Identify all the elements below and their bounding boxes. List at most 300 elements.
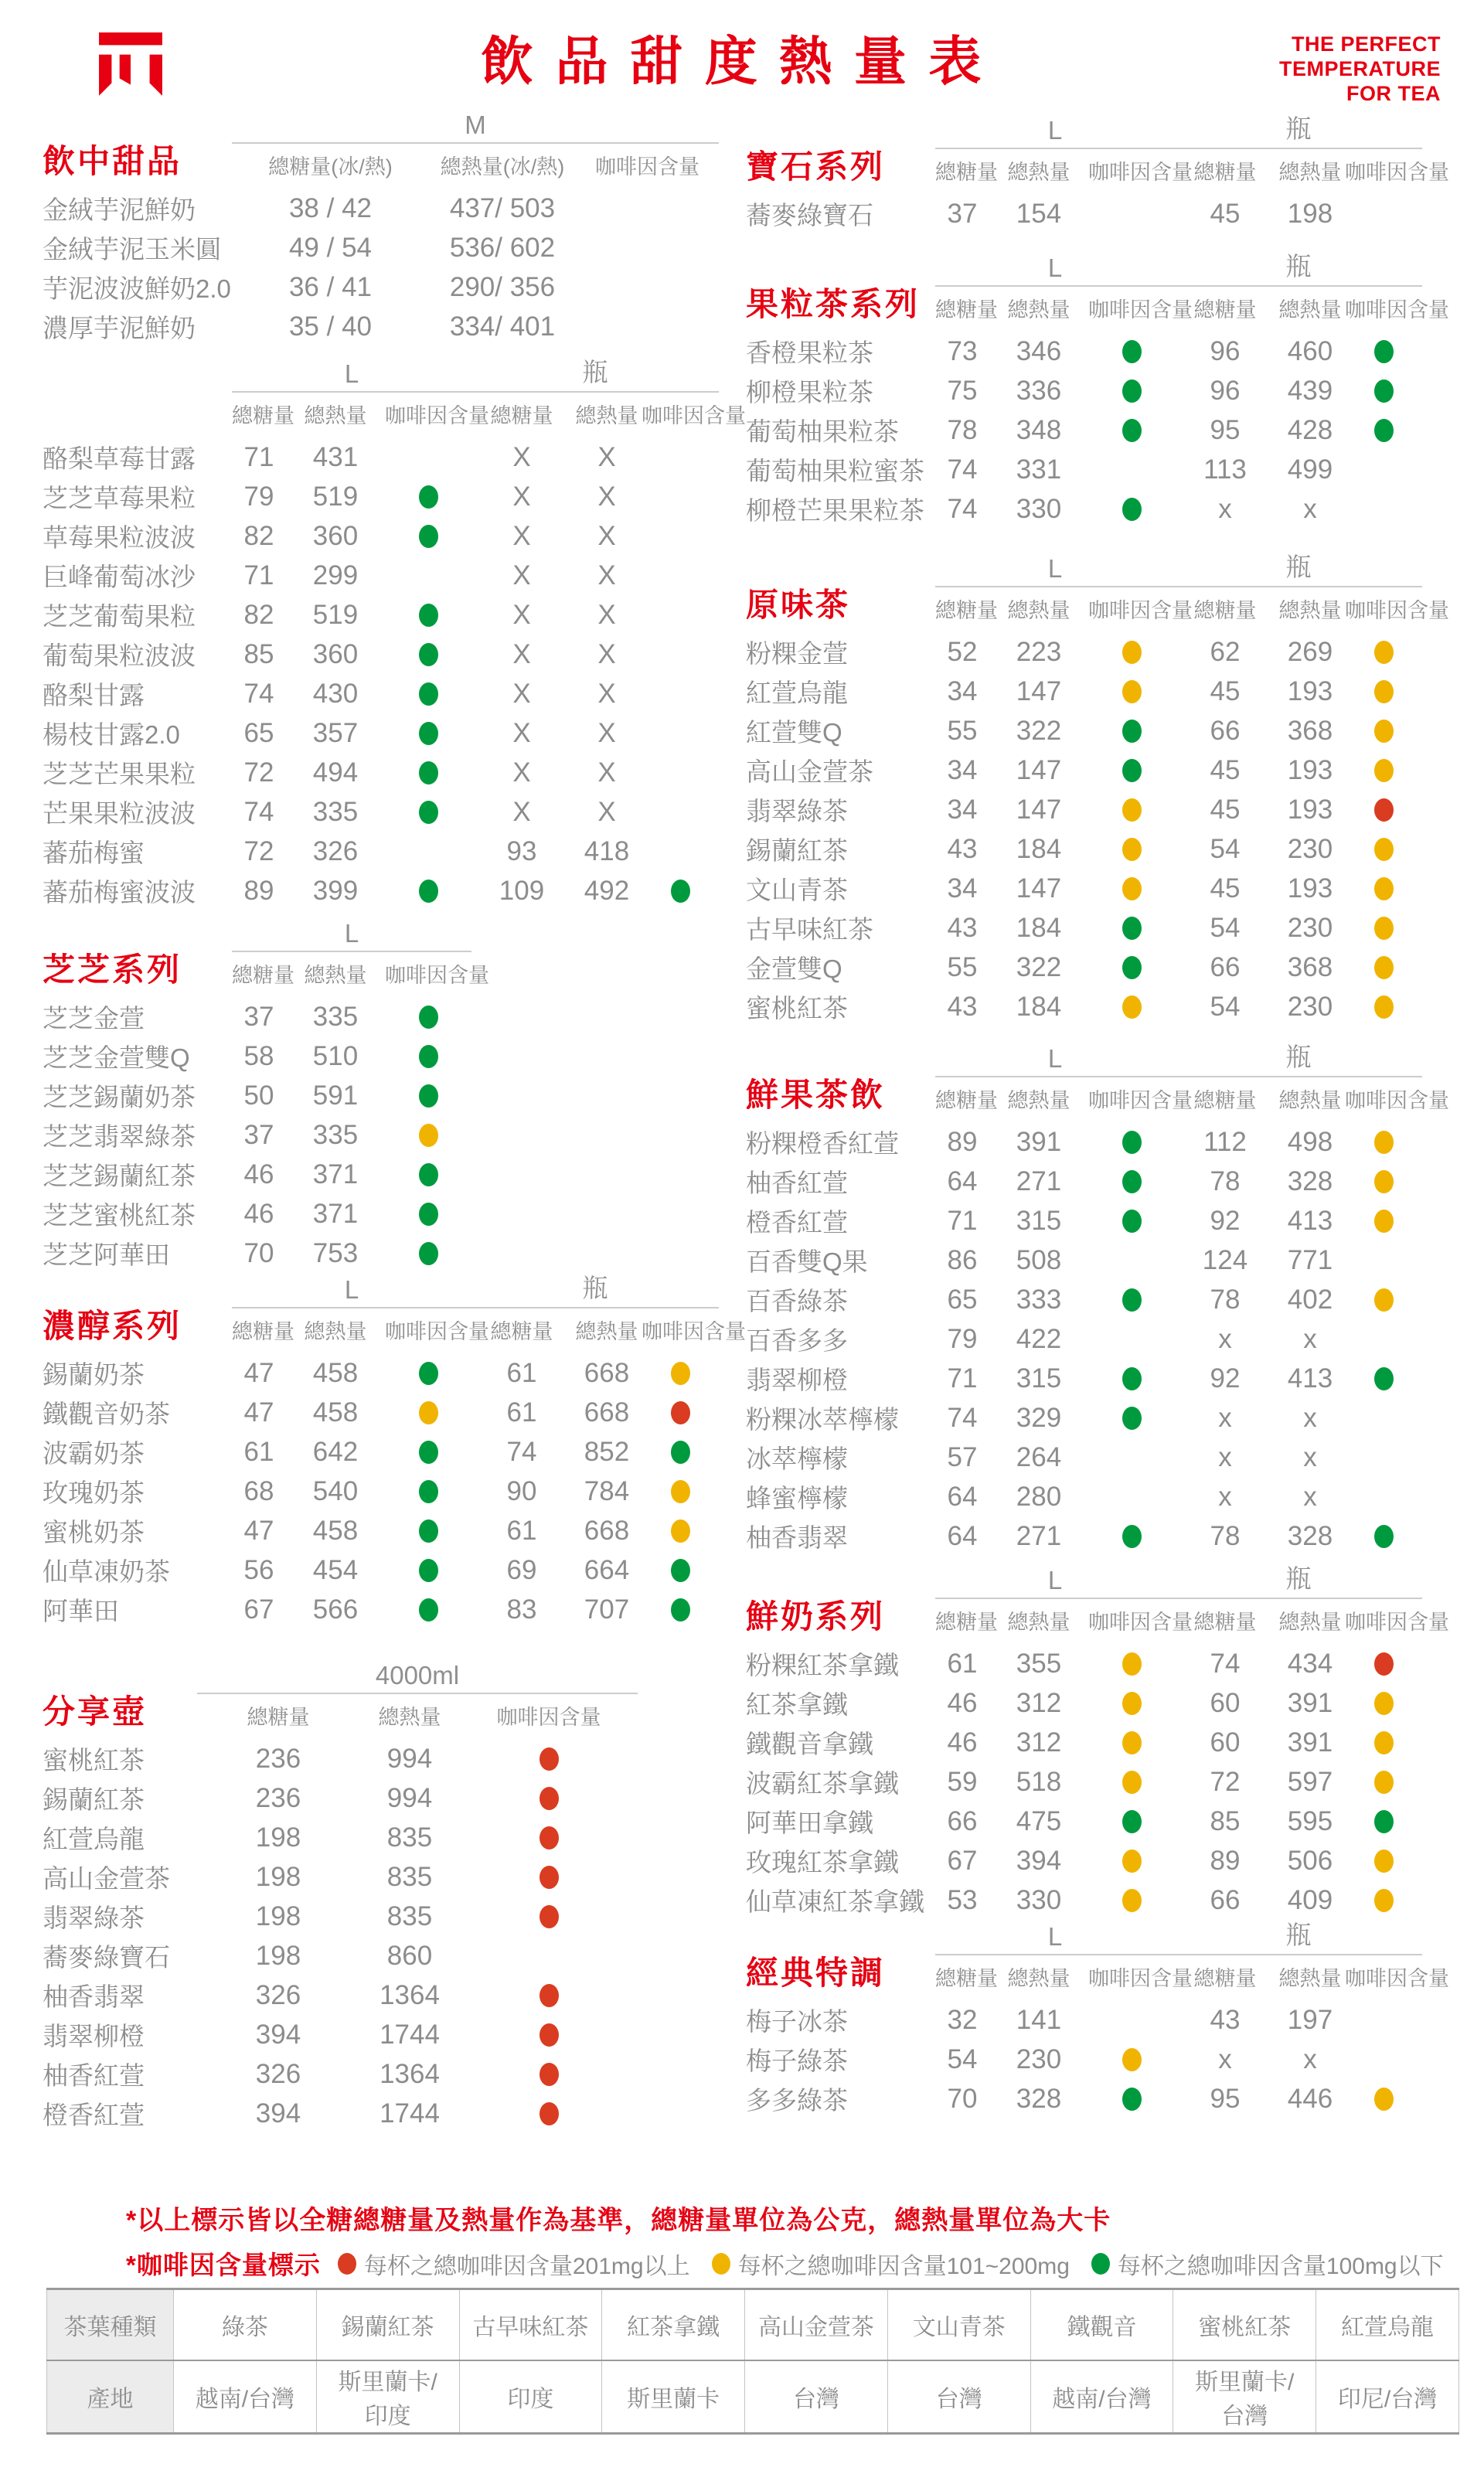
sugar-value: 61 xyxy=(243,1436,274,1467)
calories-value: 280 xyxy=(1016,1481,1062,1512)
caffeine-indicator-cell xyxy=(1088,877,1175,900)
caffeine-indicator-cell xyxy=(1345,1210,1422,1233)
caffeine-dot-green xyxy=(1374,340,1394,363)
caffeine-indicator-cell xyxy=(385,682,471,706)
drink-name: 鐵觀音拿鐵 xyxy=(746,1730,873,1758)
left-column xyxy=(43,108,746,2133)
drink-name: 芝芝翡翠綠茶 xyxy=(43,1122,196,1151)
bottle-sugar-value: x xyxy=(1218,1441,1232,1472)
section-header-gem-series xyxy=(746,114,1449,189)
caffeine-dot-yellow xyxy=(1374,2088,1394,2111)
section-title: 經典特調 xyxy=(746,1956,886,1992)
caffeine-dot-green xyxy=(1122,917,1142,940)
caffeine-indicator-cell xyxy=(1088,1731,1175,1754)
caffeine-dot-yellow xyxy=(1374,1889,1394,1912)
drink-row xyxy=(43,1897,730,1936)
caffeine-indicator-cell xyxy=(1345,2088,1422,2111)
section-title: 分享壺 xyxy=(43,1695,148,1730)
drink-row xyxy=(746,750,1441,790)
caffeine-indicator-cell xyxy=(1088,956,1175,979)
brand-tagline xyxy=(1279,32,1441,107)
section-title: 果粒茶系列 xyxy=(746,288,921,323)
column-label: 總熱量 xyxy=(1007,1967,1070,1990)
sugar-value: 64 xyxy=(947,1166,978,1196)
calories-value: 230 xyxy=(1016,2044,1062,2074)
drink-name: 蜜桃奶茶 xyxy=(43,1518,145,1547)
bottle-calories-value: 193 xyxy=(1287,873,1333,904)
caffeine-dot-yellow xyxy=(1122,641,1142,664)
sugar-value: 85 xyxy=(243,638,274,669)
calories-value: 346 xyxy=(1016,335,1062,366)
drink-name: 芝芝金萱雙Q xyxy=(43,1043,190,1072)
section-rows xyxy=(43,189,730,346)
column-label: 總熱量 xyxy=(1278,599,1342,622)
bottle-calories-value: 664 xyxy=(584,1554,630,1585)
section-title: 鮮果茶飲 xyxy=(746,1078,886,1114)
caffeine-indicator-cell xyxy=(385,1203,471,1226)
drink-row xyxy=(43,477,730,516)
caffeine-indicator-cell xyxy=(460,1826,638,1850)
caffeine-dot-green xyxy=(671,880,690,903)
section-drinkable-desserts xyxy=(43,108,730,346)
calories-value: 1364 xyxy=(380,1979,440,2010)
calories-value: 348 xyxy=(1016,414,1062,445)
calories-value: 510 xyxy=(312,1040,359,1071)
drink-name: 冰萃檸檬 xyxy=(746,1445,848,1473)
drink-name: 蜜桃紅茶 xyxy=(43,1746,145,1775)
sugar-value: 70 xyxy=(243,1237,274,1268)
caffeine-dot-green xyxy=(1374,379,1394,403)
bottle-calories-value: 269 xyxy=(1287,636,1333,667)
bottle-calories-value: 197 xyxy=(1287,2004,1333,2035)
bottle-calories-value: x xyxy=(1303,1323,1317,1354)
bottle-sugar-value: 78 xyxy=(1210,1166,1241,1196)
sugar-value: 43 xyxy=(947,991,978,1022)
drink-row xyxy=(43,2054,730,2094)
tea-type-cell: 紅萱烏龍 xyxy=(1316,2289,1459,2361)
caffeine-indicator-cell xyxy=(1088,759,1175,782)
calories-value: 330 xyxy=(1016,1884,1062,1915)
calories-value: 835 xyxy=(386,1822,433,1853)
calories-value: 458 xyxy=(312,1397,359,1428)
bottle-sugar-value: X xyxy=(512,441,531,472)
legend-dot-red xyxy=(338,2253,356,2275)
tea-origin-cell: 越南/台灣 xyxy=(174,2360,317,2434)
caffeine-indicator-cell xyxy=(642,1480,719,1503)
bottle-sugar-value: x xyxy=(1218,1323,1232,1354)
drink-name: 濃厚芋泥鮮奶 xyxy=(43,314,196,342)
calories-value: 290/ 356 xyxy=(449,271,556,302)
drink-row xyxy=(43,635,730,674)
sugar-value: 68 xyxy=(243,1475,274,1506)
column-label: 咖啡因含量 xyxy=(496,1706,601,1729)
calories-value: 315 xyxy=(1016,1205,1062,1236)
drink-row xyxy=(43,228,730,267)
calories-value: 312 xyxy=(1016,1687,1062,1718)
drink-row xyxy=(746,371,1441,410)
section-title: 原味茶 xyxy=(746,588,851,624)
column-label: 咖啡因含量 xyxy=(642,404,746,427)
column-label: 總糖量 xyxy=(490,1320,553,1343)
sugar-value: 43 xyxy=(947,833,978,864)
sugar-value: 46 xyxy=(947,1687,978,1718)
calories-value: 360 xyxy=(312,638,359,669)
caffeine-indicator-cell xyxy=(1345,720,1422,743)
sugar-value: 86 xyxy=(947,1244,978,1275)
drink-name: 柳橙芒果果粒茶 xyxy=(746,496,924,525)
drink-name: 錫蘭紅茶 xyxy=(746,836,848,865)
sugar-value: 36 / 41 xyxy=(288,271,373,302)
calories-value: 184 xyxy=(1016,991,1062,1022)
drink-name: 楊枝甘露2.0 xyxy=(43,720,180,749)
sugar-value: 34 xyxy=(947,794,978,825)
drink-name: 蕃茄梅蜜 xyxy=(43,839,145,867)
bottle-calories-value: x xyxy=(1303,1441,1317,1472)
caffeine-dot-yellow xyxy=(1374,759,1394,782)
size-label: L xyxy=(232,359,471,393)
drink-row xyxy=(43,1857,730,1897)
drink-name: 百香雙Q果 xyxy=(746,1247,868,1276)
drink-name: 金萱雙Q xyxy=(746,955,842,983)
drink-row xyxy=(746,1162,1441,1201)
drink-name: 香橙果粒茶 xyxy=(746,339,873,367)
drink-row xyxy=(746,1477,1441,1516)
caffeine-dot-green xyxy=(419,1480,438,1503)
caffeine-legend-label: *咖啡因含量標示 xyxy=(126,2251,321,2279)
bottle-sugar-value: 85 xyxy=(1210,1805,1241,1836)
column-label: 咖啡因含量 xyxy=(642,1320,746,1343)
bottle-calories-value: 460 xyxy=(1287,335,1333,366)
caffeine-indicator-cell xyxy=(385,604,471,627)
size-label: 瓶 xyxy=(1175,247,1422,287)
drink-name: 草莓果粒波波 xyxy=(43,523,196,552)
drink-name: 高山金萱茶 xyxy=(43,1864,170,1893)
sugar-value: 198 xyxy=(255,1861,301,1892)
bottle-calories-value: X xyxy=(597,717,616,748)
calories-value: 184 xyxy=(1016,833,1062,864)
tea-type-cell: 紅茶拿鐵 xyxy=(602,2289,745,2361)
size-label: 瓶 xyxy=(1175,109,1422,149)
section-fruit-dew-series xyxy=(43,357,746,910)
column-label: 咖啡因含量 xyxy=(1345,1967,1449,1990)
caffeine-dot-green xyxy=(419,1203,438,1226)
sugar-value: 74 xyxy=(243,678,274,709)
drink-row xyxy=(43,189,730,228)
caffeine-indicator-cell xyxy=(385,1045,471,1068)
sugar-value: 82 xyxy=(243,520,274,551)
sugar-value: 73 xyxy=(947,335,978,366)
drink-name: 葡萄柚果粒茶 xyxy=(746,417,899,446)
tagline-line-2: TEMPERATURE xyxy=(1278,56,1441,80)
sugar-value: 82 xyxy=(243,599,274,630)
caffeine-dot-green xyxy=(419,1559,438,1582)
sugar-value: 37 xyxy=(243,1119,274,1150)
caffeine-indicator-cell xyxy=(385,880,471,903)
section-header-original-tea xyxy=(746,552,1449,628)
size-label: 瓶 xyxy=(471,1268,719,1308)
caffeine-indicator-cell xyxy=(385,1480,471,1503)
caffeine-dot-yellow xyxy=(1374,1731,1394,1754)
drink-row xyxy=(43,713,730,753)
drink-row xyxy=(746,1683,1441,1723)
drink-name: 柳橙果粒茶 xyxy=(746,378,873,407)
drink-row xyxy=(746,908,1441,948)
legend-dot-yellow xyxy=(712,2253,730,2275)
section-header-fresh-milk-series xyxy=(746,1564,1449,1639)
drink-row xyxy=(746,2040,1441,2079)
drink-row xyxy=(43,1472,730,1511)
caffeine-indicator-cell xyxy=(1088,641,1175,664)
bottle-calories-value: 198 xyxy=(1287,198,1333,229)
tagline-line-3: FOR TEA xyxy=(1346,81,1441,105)
drink-name: 金絨芋泥鮮奶 xyxy=(43,196,196,224)
bottle-calories-value: 852 xyxy=(584,1436,630,1467)
caffeine-dot-yellow xyxy=(671,1480,690,1503)
bottle-calories-value: 428 xyxy=(1287,414,1333,445)
drink-name: 玫瑰奶茶 xyxy=(43,1479,145,1507)
caffeine-indicator-cell xyxy=(1345,1731,1422,1754)
bottle-calories-value: X xyxy=(597,638,616,669)
bottle-sugar-value: 109 xyxy=(499,875,545,906)
sugar-value: 70 xyxy=(947,2083,978,2114)
drink-row xyxy=(746,632,1441,672)
column-label: 總糖量 xyxy=(490,404,553,427)
bottle-calories-value: X xyxy=(597,678,616,709)
drink-name: 鐵觀音奶茶 xyxy=(43,1400,170,1428)
caffeine-indicator-cell xyxy=(1088,838,1175,861)
caffeine-dot-yellow xyxy=(1122,838,1142,861)
caffeine-indicator-cell xyxy=(1088,379,1175,403)
drink-row xyxy=(43,267,730,307)
drink-row xyxy=(746,1438,1441,1477)
caffeine-indicator-cell xyxy=(1088,2088,1175,2111)
drink-name: 仙草凍紅茶拿鐵 xyxy=(746,1887,924,1916)
column-label: 咖啡因含量 xyxy=(1088,161,1193,184)
section-fresh-fruit-tea xyxy=(746,1042,1449,1556)
sugar-value: 58 xyxy=(243,1040,274,1071)
caffeine-indicator-cell xyxy=(1345,419,1422,442)
bottle-sugar-value: 45 xyxy=(1210,676,1241,706)
sugar-value: 47 xyxy=(243,1357,274,1388)
section-classic-special-blend xyxy=(746,1920,1449,2118)
sugar-value: 55 xyxy=(947,715,978,746)
bottle-calories-value: X xyxy=(597,481,616,512)
caffeine-dot-green xyxy=(419,761,438,784)
tea-origin-cell: 斯里蘭卡 xyxy=(602,2360,745,2434)
drink-row xyxy=(43,1234,730,1273)
column-label: 總熱量 xyxy=(304,1320,367,1343)
caffeine-indicator-cell xyxy=(1345,838,1422,861)
caffeine-indicator-cell xyxy=(385,1362,471,1385)
section-rows xyxy=(746,632,1441,1026)
drink-name: 芒果果粒波波 xyxy=(43,799,196,828)
caffeine-dot-red xyxy=(539,2102,559,2125)
section-header-drinkable-desserts xyxy=(43,108,730,184)
size-label: L xyxy=(935,116,1175,149)
calories-value: 518 xyxy=(1016,1766,1062,1797)
drink-name: 芝芝阿華田 xyxy=(43,1240,170,1269)
caffeine-indicator-cell xyxy=(1345,759,1422,782)
column-label: 咖啡因含量 xyxy=(385,964,489,987)
drink-name: 芝芝葡萄果粒 xyxy=(43,602,196,631)
tea-type-cell: 高山金萱茶 xyxy=(745,2289,888,2361)
drink-row xyxy=(746,1516,1441,1556)
caffeine-indicator-cell xyxy=(642,1559,719,1582)
bottle-sugar-value: 61 xyxy=(506,1515,537,1546)
caffeine-dot-green xyxy=(419,604,438,627)
bottle-sugar-value: 45 xyxy=(1210,754,1241,785)
sugar-value: 38 / 42 xyxy=(288,192,373,223)
calories-value: 860 xyxy=(386,1940,433,1971)
caffeine-dot-yellow xyxy=(671,1362,690,1385)
bottle-sugar-value: 60 xyxy=(1210,1687,1241,1718)
drink-row xyxy=(43,1590,730,1629)
drink-name: 紅萱烏龍 xyxy=(746,679,848,707)
caffeine-dot-green xyxy=(671,1559,690,1582)
calories-value: 335 xyxy=(312,1119,359,1150)
bottle-sugar-value: x xyxy=(1218,1402,1232,1433)
calories-value: 540 xyxy=(312,1475,359,1506)
column-label: 咖啡因含量 xyxy=(595,155,699,179)
drink-name: 翡翠柳橙 xyxy=(746,1366,848,1394)
drink-name: 柚香翡翠 xyxy=(746,1523,848,1552)
drink-row xyxy=(43,1115,730,1155)
column-label: 咖啡因含量 xyxy=(1088,599,1193,622)
bottle-sugar-value: 74 xyxy=(1210,1648,1241,1679)
bottle-calories-value: x xyxy=(1303,1481,1317,1512)
drink-row xyxy=(746,1762,1441,1802)
caffeine-dot-yellow xyxy=(1374,1288,1394,1312)
drink-name: 梅子綠茶 xyxy=(746,2047,848,2075)
column-label: 咖啡因含量 xyxy=(1088,1611,1193,1634)
calories-value: 371 xyxy=(312,1198,359,1229)
column-label: 總熱量 xyxy=(575,404,638,427)
calories-value: 271 xyxy=(1016,1166,1062,1196)
caffeine-dot-yellow xyxy=(1374,1170,1394,1193)
sugar-value: 50 xyxy=(243,1080,274,1111)
calories-value: 422 xyxy=(1016,1323,1062,1354)
sugar-value: 71 xyxy=(243,441,274,472)
caffeine-indicator-cell xyxy=(1345,340,1422,363)
calories-value: 335 xyxy=(312,1001,359,1032)
size-label: 瓶 xyxy=(1175,547,1422,587)
caffeine-indicator-cell xyxy=(460,1787,638,1810)
sugar-value: 326 xyxy=(255,1979,301,2010)
column-label: 咖啡因含量 xyxy=(385,404,489,427)
drink-row xyxy=(43,1739,730,1778)
tea-origin-cell: 越南/台灣 xyxy=(1030,2360,1173,2434)
caffeine-indicator-cell xyxy=(385,801,471,824)
column-label: 總熱量 xyxy=(1278,1967,1342,1990)
drink-name: 蕃茄梅蜜波波 xyxy=(43,878,196,907)
drink-row xyxy=(43,1036,730,1076)
caffeine-indicator-cell xyxy=(385,1006,471,1029)
caffeine-indicator-cell xyxy=(460,2023,638,2047)
size-label: M xyxy=(232,111,719,144)
tea-table-row xyxy=(47,2289,1459,2361)
drink-row xyxy=(43,1511,730,1550)
caffeine-dot-green xyxy=(419,1362,438,1385)
caffeine-indicator-cell xyxy=(385,1401,471,1424)
calories-value: 312 xyxy=(1016,1727,1062,1758)
caffeine-indicator-cell xyxy=(1088,798,1175,822)
drink-name: 玫瑰紅茶拿鐵 xyxy=(746,1848,899,1877)
caffeine-indicator-cell xyxy=(1088,720,1175,743)
bottle-calories-value: 707 xyxy=(584,1594,630,1625)
drink-row xyxy=(746,1240,1441,1280)
bottle-sugar-value: 54 xyxy=(1210,991,1241,1022)
caffeine-indicator-cell xyxy=(1345,995,1422,1019)
tagline-line-1: THE PERFECT xyxy=(1291,32,1441,56)
caffeine-dot-yellow xyxy=(1374,1131,1394,1154)
caffeine-dot-green xyxy=(1122,1407,1142,1430)
calories-value: 357 xyxy=(312,717,359,748)
caffeine-indicator-cell xyxy=(1088,1771,1175,1794)
bottle-sugar-value: X xyxy=(512,678,531,709)
section-title: 濃醇系列 xyxy=(43,1309,182,1345)
drink-name: 蜂蜜檸檬 xyxy=(746,1484,848,1513)
drink-row xyxy=(746,2000,1441,2040)
sugar-value: 394 xyxy=(255,2098,301,2129)
calories-value: 371 xyxy=(312,1159,359,1189)
caffeine-dot-green xyxy=(1122,419,1142,442)
caffeine-indicator-cell xyxy=(642,1362,719,1385)
drink-row xyxy=(43,307,730,346)
section-rows xyxy=(43,1739,730,2133)
caffeine-dot-yellow xyxy=(1122,1771,1142,1794)
bottle-sugar-value: 61 xyxy=(506,1357,537,1388)
sugar-value: 46 xyxy=(243,1198,274,1229)
caffeine-indicator-cell xyxy=(385,525,471,548)
sugar-value: 64 xyxy=(947,1481,978,1512)
caffeine-indicator-cell xyxy=(1088,1810,1175,1833)
drink-name: 葡萄柚果粒蜜茶 xyxy=(746,457,924,485)
drink-name: 芋泥波波鮮奶2.0 xyxy=(43,274,231,303)
drink-row xyxy=(43,1975,730,2015)
caffeine-dot-red xyxy=(671,1401,690,1424)
caffeine-indicator-cell xyxy=(460,1984,638,2007)
calories-value: 994 xyxy=(386,1743,433,1774)
section-header-rich-milk-tea-series xyxy=(43,1273,746,1349)
caffeine-indicator-cell xyxy=(1345,379,1422,403)
size-label: L xyxy=(935,1922,1175,1955)
bottle-calories-value: X xyxy=(597,796,616,827)
column-label: 咖啡因含量 xyxy=(1088,1089,1193,1112)
section-header-classic-special-blend xyxy=(746,1920,1449,1996)
column-label: 咖啡因含量 xyxy=(385,1320,489,1343)
caffeine-dot-yellow xyxy=(1122,877,1142,900)
bottle-sugar-value: 61 xyxy=(506,1397,537,1428)
sugar-value: 34 xyxy=(947,754,978,785)
drink-name: 阿華田 xyxy=(43,1597,119,1625)
drink-name: 蜜桃紅茶 xyxy=(746,994,848,1023)
caffeine-dot-yellow xyxy=(1374,1771,1394,1794)
caffeine-indicator-cell xyxy=(1088,419,1175,442)
drink-row xyxy=(746,711,1441,750)
bottle-sugar-value: 92 xyxy=(1210,1205,1241,1236)
calories-value: 519 xyxy=(312,481,359,512)
caffeine-dot-yellow xyxy=(1374,1692,1394,1715)
caffeine-indicator-cell xyxy=(642,1441,719,1464)
drink-name: 百香多多 xyxy=(746,1326,848,1355)
bottle-calories-value: 668 xyxy=(584,1397,630,1428)
legend-text: 每杯之總咖啡因含量201mg以上 xyxy=(363,2253,690,2279)
bottle-calories-value: 328 xyxy=(1287,1166,1333,1196)
caffeine-dot-green xyxy=(419,1163,438,1186)
column-label: 總糖量 xyxy=(935,161,998,184)
column-label: 總糖量 xyxy=(232,964,294,987)
sugar-value: 326 xyxy=(255,2058,301,2089)
